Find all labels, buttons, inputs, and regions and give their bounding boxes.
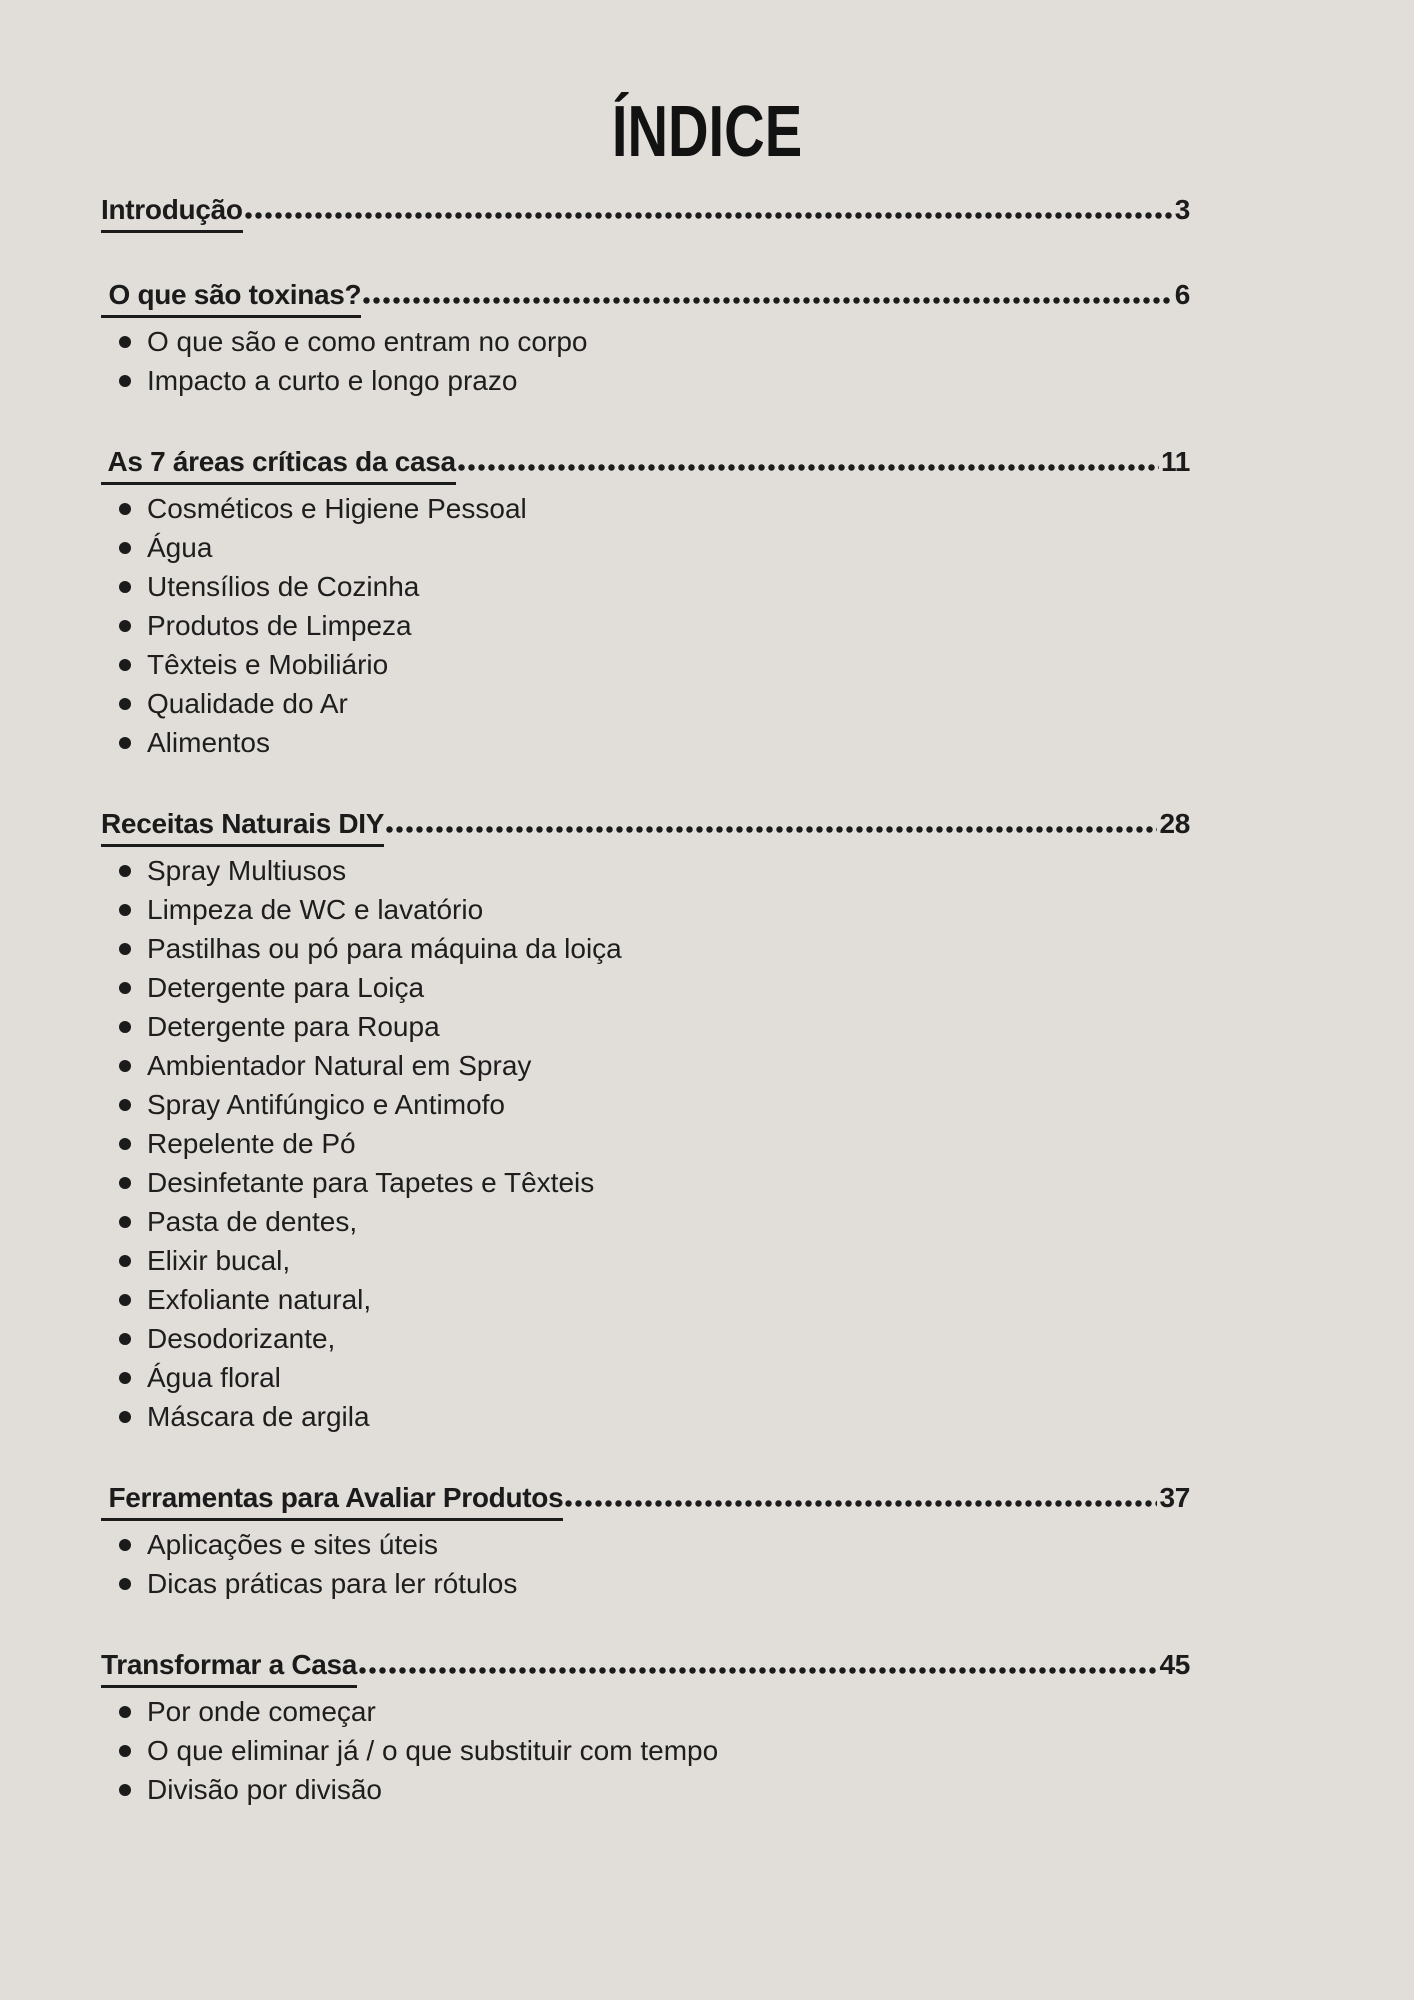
list-item: O que são e como entram no corpo <box>101 322 1190 361</box>
list-item: Máscara de argila <box>101 1397 1190 1436</box>
list-item: Desodorizante, <box>101 1319 1190 1358</box>
list-item: Pasta de dentes, <box>101 1202 1190 1241</box>
list-item: Repelente de Pó <box>101 1124 1190 1163</box>
list-item: Ambientador Natural em Spray <box>101 1046 1190 1085</box>
toc-entry <box>101 277 1190 318</box>
list-item: Têxteis e Mobiliário <box>101 645 1190 684</box>
toc-subitems <box>101 1525 1190 1603</box>
dot-leader <box>386 826 1157 833</box>
toc-entry-page-number: 11 <box>1161 446 1190 477</box>
toc-section <box>101 1647 1190 1809</box>
list-item: Spray Antifúngico e Antimofo <box>101 1085 1190 1124</box>
toc-section <box>101 444 1190 762</box>
page-title <box>0 92 1414 172</box>
list-item: Aplicações e sites úteis <box>101 1525 1190 1564</box>
toc-entry <box>101 1480 1190 1521</box>
list-item: Água <box>101 528 1190 567</box>
dot-leader <box>359 1667 1157 1674</box>
list-item: Cosméticos e Higiene Pessoal <box>101 489 1190 528</box>
toc-entry-page-number: 37 <box>1159 1482 1190 1513</box>
toc-entry <box>101 1647 1190 1688</box>
list-item: Dicas práticas para ler rótulos <box>101 1564 1190 1603</box>
toc-entry-page-number: 3 <box>1174 194 1190 225</box>
toc-entry-page-number: 28 <box>1159 808 1190 839</box>
list-item: Desinfetante para Tapetes e Têxteis <box>101 1163 1190 1202</box>
toc-subitems <box>101 851 1190 1436</box>
dot-leader <box>565 1500 1157 1507</box>
toc-section <box>101 806 1190 1436</box>
dot-leader <box>363 297 1172 304</box>
toc-entry-heading: Receitas Naturais DIY <box>101 806 384 847</box>
toc-entry-heading: Ferramentas para Avaliar Produtos <box>101 1480 563 1521</box>
list-item: Por onde começar <box>101 1692 1190 1731</box>
dot-leader <box>458 464 1159 471</box>
list-item: O que eliminar já / o que substituir com tempo <box>101 1731 1190 1770</box>
list-item: Detergente para Loiça <box>101 968 1190 1007</box>
toc-entry-page-number: 6 <box>1174 279 1190 310</box>
toc-section <box>101 192 1190 233</box>
list-item: Elixir bucal, <box>101 1241 1190 1280</box>
dot-leader <box>245 212 1173 219</box>
list-item: Qualidade do Ar <box>101 684 1190 723</box>
page-title-text: ÍNDICE <box>611 92 803 172</box>
toc-subitems <box>101 1692 1190 1809</box>
toc-entry <box>101 444 1190 485</box>
toc-entry-heading: O que são toxinas? <box>101 277 361 318</box>
toc-entry-heading: Introdução <box>101 192 243 233</box>
toc-subitems <box>101 489 1190 762</box>
toc-entry <box>101 192 1190 233</box>
list-item: Divisão por divisão <box>101 1770 1190 1809</box>
list-item: Utensílios de Cozinha <box>101 567 1190 606</box>
list-item: Impacto a curto e longo prazo <box>101 361 1190 400</box>
toc <box>101 192 1190 1809</box>
list-item: Limpeza de WC e lavatório <box>101 890 1190 929</box>
toc-entry-page-number: 45 <box>1159 1649 1190 1680</box>
list-item: Produtos de Limpeza <box>101 606 1190 645</box>
list-item: Água floral <box>101 1358 1190 1397</box>
toc-entry-heading: Transformar a Casa <box>101 1647 357 1688</box>
list-item: Spray Multiusos <box>101 851 1190 890</box>
list-item: Detergente para Roupa <box>101 1007 1190 1046</box>
list-item: Pastilhas ou pó para máquina da loiça <box>101 929 1190 968</box>
toc-entry-heading: As 7 áreas críticas da casa <box>101 444 456 485</box>
toc-section <box>101 1480 1190 1603</box>
toc-subitems <box>101 322 1190 400</box>
list-item: Alimentos <box>101 723 1190 762</box>
toc-entry <box>101 806 1190 847</box>
toc-section <box>101 277 1190 400</box>
list-item: Exfoliante natural, <box>101 1280 1190 1319</box>
